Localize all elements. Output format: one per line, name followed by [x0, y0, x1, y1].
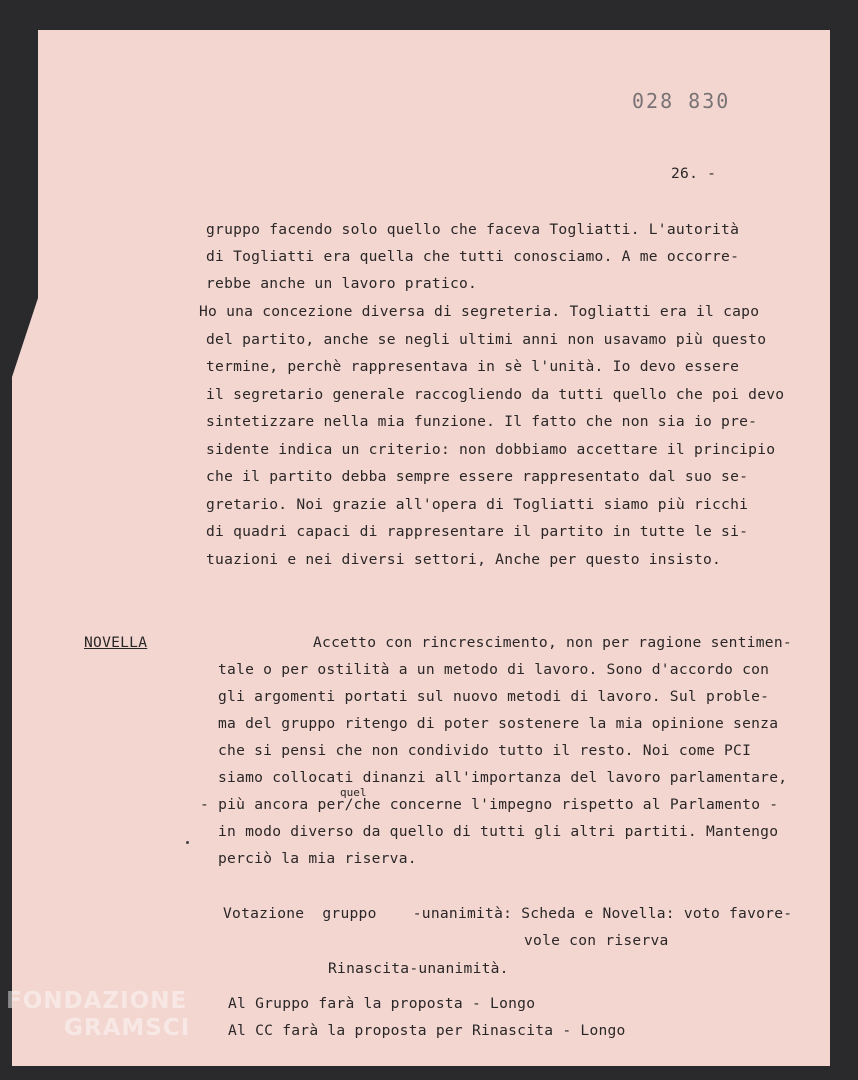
text-line: perciò la mia riserva.	[218, 850, 417, 867]
closing-line: Al Gruppo farà la proposta - Longo	[228, 995, 536, 1012]
text-line: rebbe anche un lavoro pratico.	[206, 275, 478, 292]
text-line: di Togliatti era quella che tutti conosciamo. A me occorre-	[206, 248, 740, 265]
fondazione-gramsci-watermark	[6, 988, 190, 1042]
watermark-line: FONDAZIONE	[6, 988, 188, 1014]
text-line: che il partito debba sempre essere rappresentato dal suo se-	[206, 468, 749, 485]
text-line: il segretario generale raccogliendo da tutti quello che poi devo	[206, 386, 785, 403]
text-line: termine, perchè rappresentava in sè l'unità. Io devo essere	[206, 358, 740, 375]
text-line: in modo diverso da quello di tutti gli altri partiti. Mantengo	[218, 823, 779, 840]
speaker-name: NOVELLA	[84, 634, 148, 651]
text-line: tale o per ostilità a un metodo di lavoro. Sono d'accordo con	[218, 661, 770, 678]
handwritten-insertion: quel	[340, 786, 367, 799]
vote-line: Rinascita-unanimità.	[328, 960, 509, 977]
text-line: siamo collocati dinanzi all'importanza del lavoro parlamentare,	[218, 769, 788, 786]
text-line: che si pensi che non condivido tutto il resto. Noi come PCI	[218, 742, 752, 759]
text-line: del partito, anche se negli ultimi anni non usavamo più questo	[206, 331, 767, 348]
closing-line: Al CC farà la proposta per Rinascita - Longo	[228, 1022, 626, 1039]
text-line: ma del gruppo ritengo di poter sostenere la mia opinione senza	[218, 715, 779, 732]
text-line: sidente indica un criterio: non dobbiamo accettare il principio	[206, 441, 776, 458]
text-line: Ho una concezione diversa di segreteria. Togliatti era il capo	[199, 303, 760, 320]
archive-stamp-number: 028 830	[632, 89, 731, 113]
text-line: gruppo facendo solo quello che faceva Togliatti. L'autorità	[206, 221, 740, 238]
text-line: tuazioni e nei diversi settori, Anche per questo insisto.	[206, 551, 722, 568]
text-line: gretario. Noi grazie all'opera di Togliatti siamo più ricchi	[206, 496, 749, 513]
text-line: Accetto con rincrescimento, non per ragione sentimen-	[313, 634, 792, 651]
vote-line: vole con riserva	[524, 932, 669, 949]
text-line: di quadri capaci di rappresentare il partito in tutte le si-	[206, 523, 749, 540]
text-line: gli argomenti portati sul nuovo metodi di lavoro. Sul proble-	[218, 688, 770, 705]
watermark-line: GRAMSCI	[64, 1015, 191, 1041]
page-number: 26. -	[671, 165, 717, 182]
text-line: sintetizzare nella mia funzione. Il fatto che non sia io pre-	[206, 413, 758, 430]
vote-line: Votazione gruppo -unanimità: Scheda e Novella: voto favore-	[223, 905, 793, 922]
text-line: - più ancora per/che concerne l'impegno rispetto al Parlamento -	[200, 796, 779, 813]
ink-dot	[186, 841, 189, 844]
